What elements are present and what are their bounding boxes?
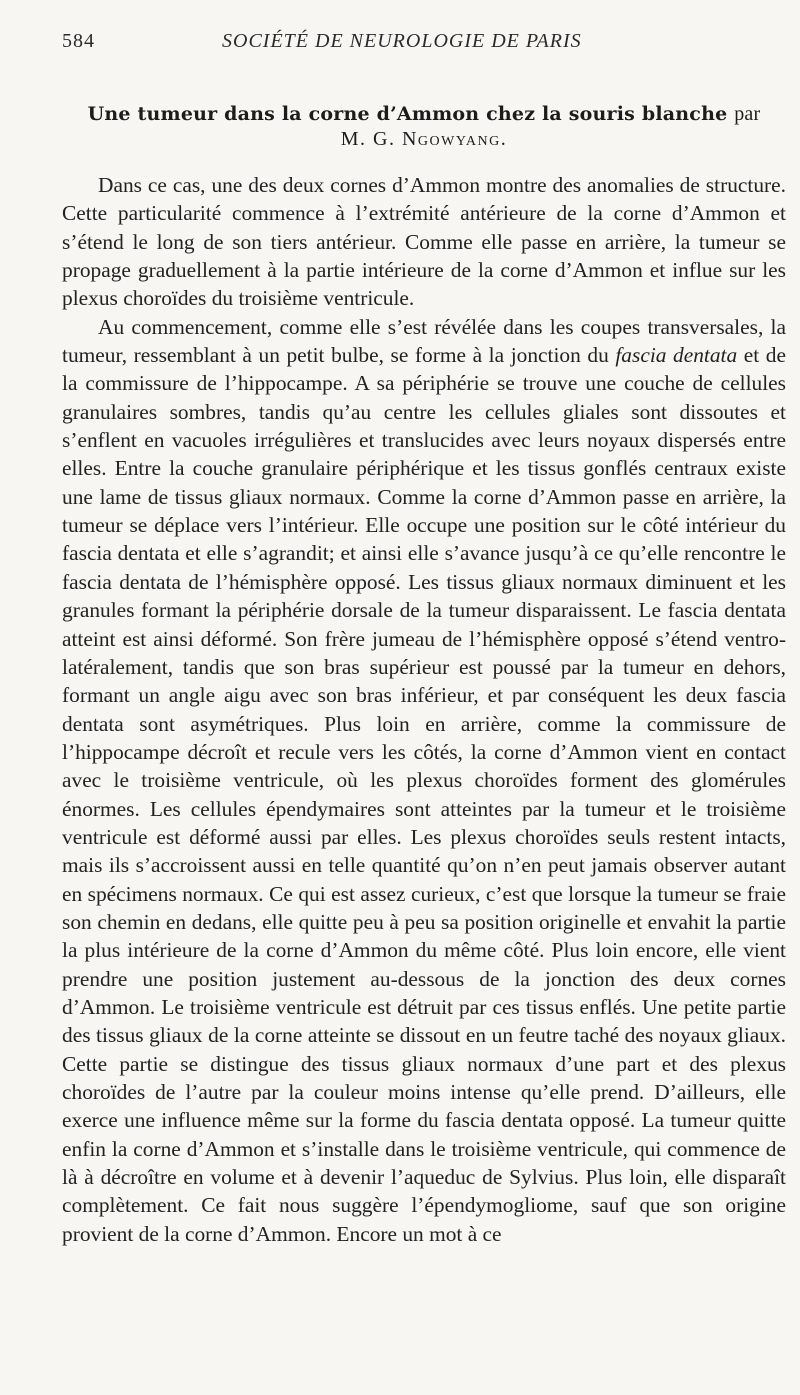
title-connector: par: [734, 103, 761, 125]
article-title: [62, 102, 786, 126]
journal-title: SOCIÉTÉ DE NEUROLOGIE DE PARIS: [222, 30, 582, 52]
running-head: [62, 30, 786, 64]
page-number: 584: [62, 30, 95, 52]
paragraph-2-start: Au commencement, comme elle s’est révélée dans les coupes transversales, la tumeur, ressemblant à un petit bulbe, se forme à la jonction du: [62, 314, 786, 368]
fascia-dentata-italic: fascia dentata: [615, 343, 738, 368]
page: [62, 30, 786, 1248]
title-block: [62, 102, 786, 151]
paragraph-1: Dans ce cas, une des deux cornes d’Ammon montre des anomalies de structure. Cette particularité commence à l’extrémité antérieure de la corne d’Ammon et s’étend le long de son tiers antérieur. Comme elle passe en arrière, la tumeur se propage graduellement à la partie intérieure de la corne d’Ammon et influe sur les plexus choroïdes du troisième ventricule.: [62, 173, 786, 311]
paragraph-2: [62, 313, 786, 1248]
article-title-text: Une tumeur dans la corne d’Ammon chez la souris blanche: [87, 103, 728, 125]
author: M. G. Ngowyang.: [340, 128, 508, 150]
body-text: [62, 171, 786, 1248]
paragraph-2-rest: et de la commissure de l’hippocampe. A sa périphérie se trouve une couche de cellules granulaires sombres, tandis qu’au centre les cellules gliales sont dissoutes et s’enflent en vacuoles irrégulières et translucides avec leurs noyaux dispersés entre elles. Entre la couche granulaire périphérique et les tissus gonflés centraux existe une lame de tissus gliaux normaux. Comme la corne d’Ammon passe en arrière, la tumeur se déplace vers l’intérieur. Elle occupe une position sur le côté intérieur du fascia dentata et elle s’agrandit; et ainsi elle s’avance jusqu’à ce qu’elle rencontre le fascia dentata de l’hémisphère opposé. Les tissus gliaux normaux diminuent et les granules formant la périphérie dorsale de la tumeur disparaissent. Le fascia dentata atteint est ainsi déformé. Son frère jumeau de l’hémisphère opposé s’étend ventro-latéralement, tandis que son bras supérieur est poussé par la tumeur en dehors, formant un angle aigu avec son bras inférieur, et par conséquent les deux fascia dentata sont asymétriques. Plus loin en arrière, comme la commissure de l’hippocampe décroît et recule vers les côtés, la corne d’Ammon vient en contact avec le troisième ventricule, où les plexus choroïdes forment des glomérules énormes. Les cellules épendymaires sont atteintes par la tumeur et le troisième ventricule est déformé aussi par elles. Les plexus choroïdes seuls restent intacts, mais ils s’accroissent aussi en telle quantité qu’on n’en peut jamais observer autant en spécimens normaux. Ce qui est assez curieux, c’est que lorsque la tumeur se fraie son chemin en dedans, elle quitte peu à peu sa position originelle et envahit la partie la plus intérieure de la corne d’Ammon du même côté. Plus loin encore, elle vient prendre une position justement au-dessous de la jonction des deux cornes d’Ammon. Le troisième ventricule est détruit par ces tissus enflés. Une petite partie des tissus gliaux de la corne atteinte se dissout en un feutre taché des noyaux gliaux. Cette partie se distingue des tissus gliaux normaux d’une part et des plexus choroïdes de l’autre par la couleur moins intense qu’elle prend. D’ailleurs, elle exerce une influence même sur la forme du fascia dentata opposé. La tumeur quitte enfin la corne d’Ammon et s’installe dans le troisième ventricule, qui commence de là à décroître en volume et à devenir l’aqueduc de Sylvius. Plus loin, elle disparaît complètement. Ce fait nous suggère l’épendymogliome, sauf que son origine provient de la corne d’Ammon. Encore un mot à ce: [62, 343, 786, 1246]
